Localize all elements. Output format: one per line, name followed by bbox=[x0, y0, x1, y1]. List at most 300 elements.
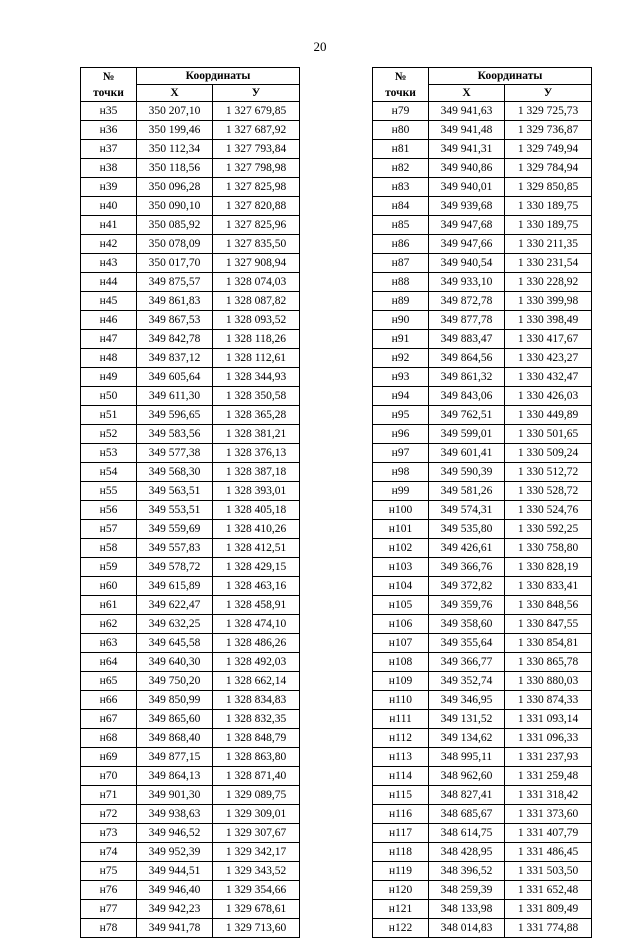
x-coordinate-cell: 349 941,78 bbox=[137, 919, 213, 938]
y-coordinate-cell: 1 328 118,26 bbox=[213, 330, 300, 349]
x-coordinate-cell: 349 946,40 bbox=[137, 881, 213, 900]
y-coordinate-cell: 1 327 793,84 bbox=[213, 140, 300, 159]
x-coordinate-cell: 348 685,67 bbox=[429, 805, 505, 824]
table-row bbox=[81, 862, 300, 881]
table-row bbox=[81, 691, 300, 710]
table-row bbox=[81, 919, 300, 938]
x-coordinate-cell: 349 939,68 bbox=[429, 197, 505, 216]
y-coordinate-cell: 1 330 449,89 bbox=[505, 406, 592, 425]
point-number-cell: н103 bbox=[373, 558, 429, 577]
point-number-cell: н58 bbox=[81, 539, 137, 558]
x-coordinate-cell: 349 352,74 bbox=[429, 672, 505, 691]
point-number-cell: н90 bbox=[373, 311, 429, 330]
y-coordinate-cell: 1 330 426,03 bbox=[505, 387, 592, 406]
y-coordinate-cell: 1 329 850,85 bbox=[505, 178, 592, 197]
x-coordinate-cell: 349 355,64 bbox=[429, 634, 505, 653]
x-coordinate-cell: 350 207,10 bbox=[137, 102, 213, 121]
point-number-cell: н35 bbox=[81, 102, 137, 121]
table-row bbox=[373, 710, 592, 729]
y-coordinate-cell: 1 327 825,96 bbox=[213, 216, 300, 235]
coordinates-table-right bbox=[372, 67, 592, 938]
y-coordinate-cell: 1 330 398,49 bbox=[505, 311, 592, 330]
y-coordinate-cell: 1 330 833,41 bbox=[505, 577, 592, 596]
x-coordinate-cell: 349 947,66 bbox=[429, 235, 505, 254]
table-row bbox=[373, 425, 592, 444]
x-coordinate-cell: 350 017,70 bbox=[137, 254, 213, 273]
x-coordinate-cell: 350 199,46 bbox=[137, 121, 213, 140]
point-number-cell: н59 bbox=[81, 558, 137, 577]
x-coordinate-cell: 349 583,56 bbox=[137, 425, 213, 444]
y-coordinate-cell: 1 328 474,10 bbox=[213, 615, 300, 634]
point-number-cell: н89 bbox=[373, 292, 429, 311]
x-coordinate-cell: 349 864,13 bbox=[137, 767, 213, 786]
y-coordinate-cell: 1 330 854,81 bbox=[505, 634, 592, 653]
point-number-cell: н81 bbox=[373, 140, 429, 159]
y-coordinate-cell: 1 329 309,01 bbox=[213, 805, 300, 824]
point-number-cell: н105 bbox=[373, 596, 429, 615]
x-coordinate-cell: 348 995,11 bbox=[429, 748, 505, 767]
y-coordinate-cell: 1 328 832,35 bbox=[213, 710, 300, 729]
point-number-header-line2: точки bbox=[93, 86, 124, 99]
y-coordinate-cell: 1 328 344,93 bbox=[213, 368, 300, 387]
y-coordinate-cell: 1 328 429,15 bbox=[213, 558, 300, 577]
point-number-cell: н53 bbox=[81, 444, 137, 463]
table-row bbox=[81, 805, 300, 824]
point-number-cell: н79 bbox=[373, 102, 429, 121]
point-number-cell: н63 bbox=[81, 634, 137, 653]
table-row bbox=[81, 729, 300, 748]
point-number-cell: н84 bbox=[373, 197, 429, 216]
point-number-cell: н120 bbox=[373, 881, 429, 900]
point-number-cell: н43 bbox=[81, 254, 137, 273]
y-coordinate-cell: 1 328 376,13 bbox=[213, 444, 300, 463]
point-number-cell: н94 bbox=[373, 387, 429, 406]
point-number-cell: н112 bbox=[373, 729, 429, 748]
y-coordinate-cell: 1 330 874,33 bbox=[505, 691, 592, 710]
y-coordinate-cell: 1 327 820,88 bbox=[213, 197, 300, 216]
x-coordinate-cell: 349 872,78 bbox=[429, 292, 505, 311]
x-coordinate-cell: 349 596,65 bbox=[137, 406, 213, 425]
x-coordinate-cell: 349 605,64 bbox=[137, 368, 213, 387]
table-row bbox=[81, 463, 300, 482]
y-coordinate-cell: 1 328 492,03 bbox=[213, 653, 300, 672]
x-header: Х bbox=[429, 85, 505, 102]
point-number-cell: н54 bbox=[81, 463, 137, 482]
y-coordinate-cell: 1 329 354,66 bbox=[213, 881, 300, 900]
x-coordinate-cell: 349 941,31 bbox=[429, 140, 505, 159]
point-number-cell: н116 bbox=[373, 805, 429, 824]
y-coordinate-cell: 1 328 350,58 bbox=[213, 387, 300, 406]
x-coordinate-cell: 348 259,39 bbox=[429, 881, 505, 900]
table-row bbox=[373, 444, 592, 463]
x-coordinate-cell: 349 559,69 bbox=[137, 520, 213, 539]
table-row bbox=[373, 843, 592, 862]
point-number-cell: н44 bbox=[81, 273, 137, 292]
point-number-cell: н61 bbox=[81, 596, 137, 615]
y-coordinate-cell: 1 330 432,47 bbox=[505, 368, 592, 387]
y-coordinate-cell: 1 330 512,72 bbox=[505, 463, 592, 482]
table-row bbox=[373, 178, 592, 197]
table-row bbox=[373, 140, 592, 159]
y-coordinate-cell: 1 330 847,55 bbox=[505, 615, 592, 634]
table-row bbox=[81, 444, 300, 463]
table-row bbox=[373, 311, 592, 330]
table-row bbox=[373, 729, 592, 748]
table-row bbox=[373, 577, 592, 596]
table-row bbox=[373, 102, 592, 121]
y-coordinate-cell: 1 331 259,48 bbox=[505, 767, 592, 786]
table-row bbox=[81, 520, 300, 539]
x-coordinate-cell: 349 645,58 bbox=[137, 634, 213, 653]
point-number-cell: н98 bbox=[373, 463, 429, 482]
coordinates-header: Координаты bbox=[429, 68, 592, 85]
point-number-cell: н70 bbox=[81, 767, 137, 786]
y-coordinate-cell: 1 328 381,21 bbox=[213, 425, 300, 444]
point-number-cell: н55 bbox=[81, 482, 137, 501]
x-coordinate-cell: 349 837,12 bbox=[137, 349, 213, 368]
point-number-cell: н86 bbox=[373, 235, 429, 254]
y-coordinate-cell: 1 329 736,87 bbox=[505, 121, 592, 140]
table-row bbox=[81, 425, 300, 444]
point-number-cell: н95 bbox=[373, 406, 429, 425]
point-number-cell: н75 bbox=[81, 862, 137, 881]
y-coordinate-cell: 1 328 486,26 bbox=[213, 634, 300, 653]
x-coordinate-cell: 349 134,62 bbox=[429, 729, 505, 748]
point-number-header bbox=[373, 68, 429, 102]
x-coordinate-cell: 349 952,39 bbox=[137, 843, 213, 862]
x-coordinate-cell: 349 938,63 bbox=[137, 805, 213, 824]
y-coordinate-cell: 1 328 848,79 bbox=[213, 729, 300, 748]
x-coordinate-cell: 350 090,10 bbox=[137, 197, 213, 216]
point-number-header bbox=[81, 68, 137, 102]
x-coordinate-cell: 349 941,63 bbox=[429, 102, 505, 121]
y-header: У bbox=[213, 85, 300, 102]
x-coordinate-cell: 349 868,40 bbox=[137, 729, 213, 748]
table-row bbox=[81, 482, 300, 501]
point-number-cell: н117 bbox=[373, 824, 429, 843]
point-number-cell: н121 bbox=[373, 900, 429, 919]
table-row bbox=[81, 292, 300, 311]
y-header: У bbox=[505, 85, 592, 102]
table-row bbox=[373, 634, 592, 653]
point-number-cell: н71 bbox=[81, 786, 137, 805]
y-coordinate-cell: 1 330 509,24 bbox=[505, 444, 592, 463]
y-coordinate-cell: 1 327 679,85 bbox=[213, 102, 300, 121]
y-coordinate-cell: 1 330 848,56 bbox=[505, 596, 592, 615]
point-number-cell: н73 bbox=[81, 824, 137, 843]
point-number-cell: н52 bbox=[81, 425, 137, 444]
x-coordinate-cell: 349 940,86 bbox=[429, 159, 505, 178]
x-header: Х bbox=[137, 85, 213, 102]
point-number-cell: н62 bbox=[81, 615, 137, 634]
x-coordinate-cell: 349 358,60 bbox=[429, 615, 505, 634]
y-coordinate-cell: 1 327 825,98 bbox=[213, 178, 300, 197]
x-coordinate-cell: 349 426,61 bbox=[429, 539, 505, 558]
y-coordinate-cell: 1 328 087,82 bbox=[213, 292, 300, 311]
x-coordinate-cell: 348 827,41 bbox=[429, 786, 505, 805]
y-coordinate-cell: 1 331 318,42 bbox=[505, 786, 592, 805]
y-coordinate-cell: 1 328 365,28 bbox=[213, 406, 300, 425]
y-coordinate-cell: 1 330 524,76 bbox=[505, 501, 592, 520]
point-number-cell: н102 bbox=[373, 539, 429, 558]
table-row bbox=[373, 121, 592, 140]
point-number-cell: н74 bbox=[81, 843, 137, 862]
x-coordinate-cell: 349 359,76 bbox=[429, 596, 505, 615]
page-number: 20 bbox=[313, 39, 327, 54]
y-coordinate-cell: 1 331 809,49 bbox=[505, 900, 592, 919]
table-row bbox=[81, 121, 300, 140]
x-coordinate-cell: 349 946,52 bbox=[137, 824, 213, 843]
y-coordinate-cell: 1 329 713,60 bbox=[213, 919, 300, 938]
point-number-cell: н118 bbox=[373, 843, 429, 862]
point-number-cell: н99 bbox=[373, 482, 429, 501]
table-row bbox=[81, 767, 300, 786]
point-number-cell: н87 bbox=[373, 254, 429, 273]
point-number-cell: н64 bbox=[81, 653, 137, 672]
y-coordinate-cell: 1 330 865,78 bbox=[505, 653, 592, 672]
x-coordinate-cell: 348 614,75 bbox=[429, 824, 505, 843]
table-row bbox=[373, 900, 592, 919]
x-coordinate-cell: 349 535,80 bbox=[429, 520, 505, 539]
point-number-header-line1: № bbox=[394, 70, 407, 83]
point-number-cell: н38 bbox=[81, 159, 137, 178]
table-row bbox=[373, 501, 592, 520]
point-number-cell: н66 bbox=[81, 691, 137, 710]
table-row bbox=[81, 197, 300, 216]
table-row bbox=[373, 748, 592, 767]
y-coordinate-cell: 1 327 798,98 bbox=[213, 159, 300, 178]
y-coordinate-cell: 1 331 096,33 bbox=[505, 729, 592, 748]
x-coordinate-cell: 349 940,54 bbox=[429, 254, 505, 273]
point-number-cell: н96 bbox=[373, 425, 429, 444]
x-coordinate-cell: 350 112,34 bbox=[137, 140, 213, 159]
y-coordinate-cell: 1 328 871,40 bbox=[213, 767, 300, 786]
table-row bbox=[81, 235, 300, 254]
y-coordinate-cell: 1 328 393,01 bbox=[213, 482, 300, 501]
table-row bbox=[373, 273, 592, 292]
y-coordinate-cell: 1 327 687,92 bbox=[213, 121, 300, 140]
x-coordinate-cell: 349 563,51 bbox=[137, 482, 213, 501]
y-coordinate-cell: 1 331 486,45 bbox=[505, 843, 592, 862]
y-coordinate-cell: 1 331 503,50 bbox=[505, 862, 592, 881]
point-number-cell: н101 bbox=[373, 520, 429, 539]
table-row bbox=[81, 539, 300, 558]
point-number-cell: н80 bbox=[373, 121, 429, 140]
coordinates-header: Координаты bbox=[137, 68, 300, 85]
x-coordinate-cell: 349 366,77 bbox=[429, 653, 505, 672]
table-row bbox=[81, 748, 300, 767]
table-row bbox=[373, 368, 592, 387]
table-row bbox=[373, 406, 592, 425]
point-number-header-line1: № bbox=[102, 70, 115, 83]
y-coordinate-cell: 1 330 758,80 bbox=[505, 539, 592, 558]
table-body-left bbox=[81, 102, 300, 938]
y-coordinate-cell: 1 328 112,61 bbox=[213, 349, 300, 368]
table-row bbox=[373, 159, 592, 178]
x-coordinate-cell: 349 877,78 bbox=[429, 311, 505, 330]
table-row bbox=[81, 577, 300, 596]
table-row bbox=[373, 387, 592, 406]
table-row bbox=[373, 615, 592, 634]
y-coordinate-cell: 1 330 528,72 bbox=[505, 482, 592, 501]
y-coordinate-cell: 1 327 908,94 bbox=[213, 254, 300, 273]
table-row bbox=[373, 881, 592, 900]
point-number-cell: н72 bbox=[81, 805, 137, 824]
x-coordinate-cell: 349 590,39 bbox=[429, 463, 505, 482]
x-coordinate-cell: 348 133,98 bbox=[429, 900, 505, 919]
x-coordinate-cell: 349 553,51 bbox=[137, 501, 213, 520]
y-coordinate-cell: 1 328 463,16 bbox=[213, 577, 300, 596]
point-number-cell: н113 bbox=[373, 748, 429, 767]
table-row bbox=[81, 634, 300, 653]
y-coordinate-cell: 1 329 678,61 bbox=[213, 900, 300, 919]
table-row bbox=[81, 710, 300, 729]
point-number-cell: н77 bbox=[81, 900, 137, 919]
table-row bbox=[373, 596, 592, 615]
point-number-cell: н97 bbox=[373, 444, 429, 463]
point-number-cell: н108 bbox=[373, 653, 429, 672]
table-row bbox=[373, 292, 592, 311]
x-coordinate-cell: 349 615,89 bbox=[137, 577, 213, 596]
y-coordinate-cell: 1 329 749,94 bbox=[505, 140, 592, 159]
table-row bbox=[81, 102, 300, 121]
table-row bbox=[81, 349, 300, 368]
table-row bbox=[81, 406, 300, 425]
x-coordinate-cell: 349 640,30 bbox=[137, 653, 213, 672]
y-coordinate-cell: 1 330 228,92 bbox=[505, 273, 592, 292]
point-number-cell: н115 bbox=[373, 786, 429, 805]
point-number-cell: н45 bbox=[81, 292, 137, 311]
y-coordinate-cell: 1 328 834,83 bbox=[213, 691, 300, 710]
table-row bbox=[373, 216, 592, 235]
point-number-cell: н88 bbox=[373, 273, 429, 292]
table-row bbox=[373, 235, 592, 254]
y-coordinate-cell: 1 330 880,03 bbox=[505, 672, 592, 691]
table-row bbox=[373, 786, 592, 805]
y-coordinate-cell: 1 328 863,80 bbox=[213, 748, 300, 767]
point-number-cell: н110 bbox=[373, 691, 429, 710]
point-number-cell: н91 bbox=[373, 330, 429, 349]
table-row bbox=[373, 463, 592, 482]
point-number-cell: н119 bbox=[373, 862, 429, 881]
y-coordinate-cell: 1 328 387,18 bbox=[213, 463, 300, 482]
point-number-cell: н39 bbox=[81, 178, 137, 197]
y-coordinate-cell: 1 330 417,67 bbox=[505, 330, 592, 349]
table-row bbox=[81, 843, 300, 862]
point-number-cell: н56 bbox=[81, 501, 137, 520]
point-number-cell: н36 bbox=[81, 121, 137, 140]
y-coordinate-cell: 1 331 652,48 bbox=[505, 881, 592, 900]
y-coordinate-cell: 1 327 835,50 bbox=[213, 235, 300, 254]
point-number-cell: н83 bbox=[373, 178, 429, 197]
table-body-right bbox=[373, 102, 592, 938]
point-number-cell: н46 bbox=[81, 311, 137, 330]
point-number-cell: н41 bbox=[81, 216, 137, 235]
x-coordinate-cell: 349 901,30 bbox=[137, 786, 213, 805]
x-coordinate-cell: 349 750,20 bbox=[137, 672, 213, 691]
y-coordinate-cell: 1 329 089,75 bbox=[213, 786, 300, 805]
point-number-cell: н50 bbox=[81, 387, 137, 406]
x-coordinate-cell: 349 599,01 bbox=[429, 425, 505, 444]
y-coordinate-cell: 1 330 399,98 bbox=[505, 292, 592, 311]
point-number-cell: н37 bbox=[81, 140, 137, 159]
y-coordinate-cell: 1 328 093,52 bbox=[213, 311, 300, 330]
y-coordinate-cell: 1 330 211,35 bbox=[505, 235, 592, 254]
point-number-header-line2: точки bbox=[385, 86, 416, 99]
point-number-cell: н40 bbox=[81, 197, 137, 216]
point-number-cell: н107 bbox=[373, 634, 429, 653]
point-number-cell: н42 bbox=[81, 235, 137, 254]
x-coordinate-cell: 349 131,52 bbox=[429, 710, 505, 729]
x-coordinate-cell: 350 096,28 bbox=[137, 178, 213, 197]
x-coordinate-cell: 349 601,41 bbox=[429, 444, 505, 463]
x-coordinate-cell: 349 842,78 bbox=[137, 330, 213, 349]
y-coordinate-cell: 1 331 774,88 bbox=[505, 919, 592, 938]
table-row bbox=[81, 159, 300, 178]
y-coordinate-cell: 1 329 342,17 bbox=[213, 843, 300, 862]
x-coordinate-cell: 349 947,68 bbox=[429, 216, 505, 235]
x-coordinate-cell: 349 865,60 bbox=[137, 710, 213, 729]
table-row bbox=[81, 387, 300, 406]
point-number-cell: н76 bbox=[81, 881, 137, 900]
point-number-cell: н57 bbox=[81, 520, 137, 539]
x-coordinate-cell: 349 372,82 bbox=[429, 577, 505, 596]
y-coordinate-cell: 1 330 189,75 bbox=[505, 197, 592, 216]
table-row bbox=[81, 254, 300, 273]
y-coordinate-cell: 1 330 592,25 bbox=[505, 520, 592, 539]
point-number-cell: н65 bbox=[81, 672, 137, 691]
point-number-cell: н67 bbox=[81, 710, 137, 729]
x-coordinate-cell: 349 578,72 bbox=[137, 558, 213, 577]
x-coordinate-cell: 349 942,23 bbox=[137, 900, 213, 919]
point-number-cell: н122 bbox=[373, 919, 429, 938]
y-coordinate-cell: 1 328 410,26 bbox=[213, 520, 300, 539]
point-number-cell: н114 bbox=[373, 767, 429, 786]
table-row bbox=[81, 216, 300, 235]
table-row bbox=[373, 653, 592, 672]
x-coordinate-cell: 349 611,30 bbox=[137, 387, 213, 406]
y-coordinate-cell: 1 328 412,51 bbox=[213, 539, 300, 558]
y-coordinate-cell: 1 330 501,65 bbox=[505, 425, 592, 444]
y-coordinate-cell: 1 330 423,27 bbox=[505, 349, 592, 368]
table-row bbox=[81, 786, 300, 805]
table-row bbox=[373, 767, 592, 786]
x-coordinate-cell: 350 085,92 bbox=[137, 216, 213, 235]
x-coordinate-cell: 349 864,56 bbox=[429, 349, 505, 368]
point-number-cell: н51 bbox=[81, 406, 137, 425]
x-coordinate-cell: 349 622,47 bbox=[137, 596, 213, 615]
table-row bbox=[373, 539, 592, 558]
x-coordinate-cell: 348 428,95 bbox=[429, 843, 505, 862]
y-coordinate-cell: 1 331 093,14 bbox=[505, 710, 592, 729]
table-row bbox=[373, 805, 592, 824]
table-row bbox=[81, 881, 300, 900]
point-number-cell: н48 bbox=[81, 349, 137, 368]
table-row bbox=[81, 330, 300, 349]
table-row bbox=[81, 596, 300, 615]
x-coordinate-cell: 349 843,06 bbox=[429, 387, 505, 406]
table-row bbox=[373, 824, 592, 843]
x-coordinate-cell: 349 933,10 bbox=[429, 273, 505, 292]
point-number-cell: н68 bbox=[81, 729, 137, 748]
point-number-cell: н104 bbox=[373, 577, 429, 596]
x-coordinate-cell: 349 861,32 bbox=[429, 368, 505, 387]
y-coordinate-cell: 1 331 407,79 bbox=[505, 824, 592, 843]
x-coordinate-cell: 349 762,51 bbox=[429, 406, 505, 425]
x-coordinate-cell: 349 850,99 bbox=[137, 691, 213, 710]
x-coordinate-cell: 349 632,25 bbox=[137, 615, 213, 634]
y-coordinate-cell: 1 329 343,52 bbox=[213, 862, 300, 881]
